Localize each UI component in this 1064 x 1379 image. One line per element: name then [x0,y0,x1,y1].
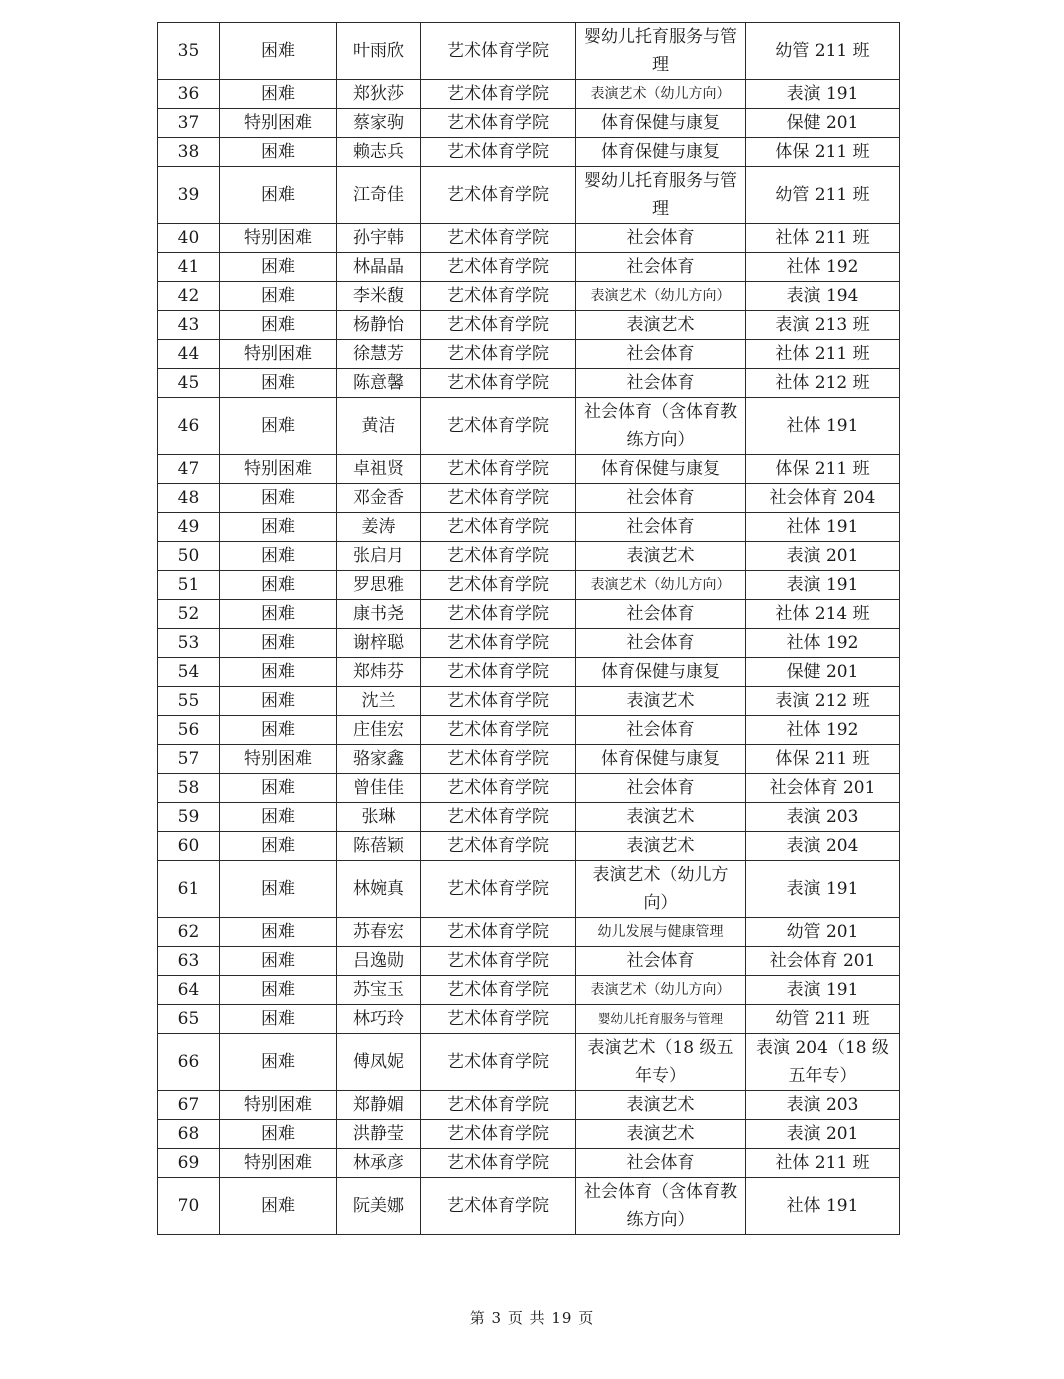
table-row [158,311,900,340]
major-cell: 社会体育 [576,340,746,369]
table-row [158,629,900,658]
class-cell: 表演 191 [746,571,900,600]
student-name-cell: 陈意馨 [337,369,421,398]
major-cell: 表演艺术 [576,1120,746,1149]
table-row [158,1149,900,1178]
table-row [158,687,900,716]
class-cell: 表演 201 [746,1120,900,1149]
student-name-cell: 张琳 [337,803,421,832]
difficulty-level-cell: 特别困难 [220,340,337,369]
table-row [158,253,900,282]
difficulty-level-cell: 困难 [220,542,337,571]
table-row [158,23,900,80]
college-cell: 艺术体育学院 [421,253,576,282]
student-name-cell: 洪静莹 [337,1120,421,1149]
student-name-cell: 罗思雅 [337,571,421,600]
class-cell: 幼管 211 班 [746,23,900,80]
student-name-cell: 姜涛 [337,513,421,542]
difficulty-level-cell: 困难 [220,629,337,658]
student-name-cell: 苏宝玉 [337,976,421,1005]
class-cell: 表演 213 班 [746,311,900,340]
row-number-cell: 63 [158,947,220,976]
college-cell: 艺术体育学院 [421,23,576,80]
class-cell: 表演 191 [746,976,900,1005]
major-cell: 社会体育 [576,629,746,658]
major-cell: 社会体育 [576,484,746,513]
class-cell: 表演 204（18 级五年专） [746,1034,900,1091]
class-cell: 幼管 201 [746,918,900,947]
major-cell: 社会体育 [576,716,746,745]
table-row [158,803,900,832]
class-cell: 体保 211 班 [746,455,900,484]
class-cell: 社会体育 201 [746,947,900,976]
difficulty-level-cell: 困难 [220,398,337,455]
row-number-cell: 59 [158,803,220,832]
major-cell: 表演艺术（幼儿方向） [576,861,746,918]
major-cell: 社会体育 [576,947,746,976]
page-number: 第 3 页 共 19 页 [469,1309,595,1327]
college-cell: 艺术体育学院 [421,774,576,803]
major-cell: 社会体育 [576,513,746,542]
row-number-cell: 44 [158,340,220,369]
row-number-cell: 50 [158,542,220,571]
table-row [158,1091,900,1120]
table-row [158,774,900,803]
college-cell: 艺术体育学院 [421,398,576,455]
major-cell: 社会体育 [576,369,746,398]
row-number-cell: 45 [158,369,220,398]
row-number-cell: 56 [158,716,220,745]
table-row [158,600,900,629]
class-cell: 表演 203 [746,803,900,832]
student-name-cell: 谢梓聪 [337,629,421,658]
difficulty-level-cell: 困难 [220,976,337,1005]
difficulty-level-cell: 困难 [220,832,337,861]
major-cell: 表演艺术（幼儿方向） [576,571,746,600]
major-cell: 表演艺术（幼儿方向） [576,282,746,311]
table-row [158,1034,900,1091]
college-cell: 艺术体育学院 [421,455,576,484]
difficulty-level-cell: 特别困难 [220,109,337,138]
college-cell: 艺术体育学院 [421,803,576,832]
college-cell: 艺术体育学院 [421,513,576,542]
major-cell: 表演艺术（18 级五年专） [576,1034,746,1091]
major-cell: 社会体育 [576,600,746,629]
class-cell: 幼管 211 班 [746,1005,900,1034]
class-cell: 社体 211 班 [746,340,900,369]
student-name-cell: 张启月 [337,542,421,571]
row-number-cell: 60 [158,832,220,861]
student-name-cell: 傅凤妮 [337,1034,421,1091]
difficulty-level-cell: 特别困难 [220,745,337,774]
table-row [158,109,900,138]
college-cell: 艺术体育学院 [421,167,576,224]
difficulty-level-cell: 困难 [220,513,337,542]
difficulty-level-cell: 困难 [220,658,337,687]
college-cell: 艺术体育学院 [421,1178,576,1235]
class-cell: 保健 201 [746,658,900,687]
difficulty-level-cell: 困难 [220,23,337,80]
class-cell: 社体 214 班 [746,600,900,629]
table-row [158,138,900,167]
college-cell: 艺术体育学院 [421,484,576,513]
row-number-cell: 49 [158,513,220,542]
class-cell: 社体 192 [746,716,900,745]
row-number-cell: 46 [158,398,220,455]
major-cell: 社会体育 [576,224,746,253]
major-cell: 体育保健与康复 [576,455,746,484]
table-body [158,23,900,1235]
table-row [158,947,900,976]
student-name-cell: 林晶晶 [337,253,421,282]
major-cell: 表演艺术（幼儿方向） [576,976,746,1005]
row-number-cell: 48 [158,484,220,513]
table-row [158,716,900,745]
student-name-cell: 沈兰 [337,687,421,716]
row-number-cell: 53 [158,629,220,658]
student-name-cell: 卓祖贤 [337,455,421,484]
row-number-cell: 52 [158,600,220,629]
class-cell: 社体 192 [746,629,900,658]
major-cell: 幼儿发展与健康管理 [576,918,746,947]
class-cell: 体保 211 班 [746,745,900,774]
student-name-cell: 庄佳宏 [337,716,421,745]
major-cell: 社会体育 [576,774,746,803]
table-row [158,282,900,311]
difficulty-level-cell: 困难 [220,571,337,600]
student-name-cell: 林承彦 [337,1149,421,1178]
class-cell: 表演 191 [746,80,900,109]
row-number-cell: 42 [158,282,220,311]
student-name-cell: 邓金香 [337,484,421,513]
major-cell: 表演艺术 [576,1091,746,1120]
difficulty-level-cell: 特别困难 [220,455,337,484]
table-row [158,542,900,571]
major-cell: 表演艺术（幼儿方向） [576,80,746,109]
college-cell: 艺术体育学院 [421,1034,576,1091]
major-cell: 社会体育（含体育教练方向） [576,1178,746,1235]
table-row [158,398,900,455]
row-number-cell: 61 [158,861,220,918]
difficulty-level-cell: 困难 [220,369,337,398]
row-number-cell: 57 [158,745,220,774]
class-cell: 社体 191 [746,513,900,542]
college-cell: 艺术体育学院 [421,311,576,340]
difficulty-level-cell: 困难 [220,80,337,109]
college-cell: 艺术体育学院 [421,600,576,629]
student-name-cell: 郑炜芬 [337,658,421,687]
table-row [158,513,900,542]
student-name-cell: 蔡家驹 [337,109,421,138]
row-number-cell: 62 [158,918,220,947]
difficulty-level-cell: 困难 [220,138,337,167]
major-cell: 表演艺术 [576,542,746,571]
row-number-cell: 55 [158,687,220,716]
major-cell: 婴幼儿托育服务与管理 [576,23,746,80]
class-cell: 社体 191 [746,1178,900,1235]
class-cell: 表演 203 [746,1091,900,1120]
class-cell: 保健 201 [746,109,900,138]
table-row [158,80,900,109]
table-row [158,658,900,687]
difficulty-level-cell: 困难 [220,253,337,282]
row-number-cell: 51 [158,571,220,600]
table-row [158,745,900,774]
college-cell: 艺术体育学院 [421,282,576,311]
student-name-cell: 林巧玲 [337,1005,421,1034]
student-name-cell: 林婉真 [337,861,421,918]
difficulty-level-cell: 特别困难 [220,1091,337,1120]
row-number-cell: 35 [158,23,220,80]
class-cell: 社体 211 班 [746,224,900,253]
college-cell: 艺术体育学院 [421,80,576,109]
student-name-cell: 康书尧 [337,600,421,629]
difficulty-level-cell: 困难 [220,947,337,976]
table-row [158,918,900,947]
college-cell: 艺术体育学院 [421,571,576,600]
table-row [158,340,900,369]
college-cell: 艺术体育学院 [421,1091,576,1120]
difficulty-level-cell: 困难 [220,484,337,513]
college-cell: 艺术体育学院 [421,832,576,861]
class-cell: 表演 191 [746,861,900,918]
college-cell: 艺术体育学院 [421,1120,576,1149]
college-cell: 艺术体育学院 [421,861,576,918]
student-name-cell: 阮美娜 [337,1178,421,1235]
difficulty-level-cell: 特别困难 [220,224,337,253]
row-number-cell: 66 [158,1034,220,1091]
row-number-cell: 69 [158,1149,220,1178]
table-row [158,1120,900,1149]
class-cell: 表演 212 班 [746,687,900,716]
student-name-cell: 杨静怡 [337,311,421,340]
difficulty-level-cell: 困难 [220,774,337,803]
major-cell: 表演艺术 [576,687,746,716]
class-cell: 社体 192 [746,253,900,282]
table-row [158,167,900,224]
difficulty-level-cell: 困难 [220,167,337,224]
difficulty-level-cell: 困难 [220,1120,337,1149]
difficulty-level-cell: 困难 [220,918,337,947]
table-row [158,224,900,253]
class-cell: 社会体育 204 [746,484,900,513]
difficulty-level-cell: 困难 [220,716,337,745]
student-name-cell: 叶雨欣 [337,23,421,80]
student-name-cell: 江奇佳 [337,167,421,224]
table-row [158,976,900,1005]
row-number-cell: 58 [158,774,220,803]
major-cell: 社会体育（含体育教练方向） [576,398,746,455]
student-name-cell: 徐慧芳 [337,340,421,369]
college-cell: 艺术体育学院 [421,224,576,253]
row-number-cell: 68 [158,1120,220,1149]
student-name-cell: 曾佳佳 [337,774,421,803]
student-name-cell: 郑静媚 [337,1091,421,1120]
college-cell: 艺术体育学院 [421,716,576,745]
college-cell: 艺术体育学院 [421,1149,576,1178]
row-number-cell: 37 [158,109,220,138]
college-cell: 艺术体育学院 [421,542,576,571]
difficulty-level-cell: 困难 [220,861,337,918]
major-cell: 体育保健与康复 [576,109,746,138]
difficulty-level-cell: 困难 [220,1034,337,1091]
difficulty-level-cell: 困难 [220,1178,337,1235]
table-row [158,484,900,513]
student-name-cell: 黄洁 [337,398,421,455]
major-cell: 婴幼儿托育服务与管理 [576,1005,746,1034]
difficulty-level-cell: 困难 [220,1005,337,1034]
college-cell: 艺术体育学院 [421,687,576,716]
college-cell: 艺术体育学院 [421,976,576,1005]
row-number-cell: 40 [158,224,220,253]
table-row [158,1005,900,1034]
student-aid-table [157,22,900,1235]
row-number-cell: 67 [158,1091,220,1120]
major-cell: 社会体育 [576,253,746,282]
row-number-cell: 47 [158,455,220,484]
college-cell: 艺术体育学院 [421,629,576,658]
college-cell: 艺术体育学院 [421,109,576,138]
table-row [158,571,900,600]
student-name-cell: 李米馥 [337,282,421,311]
row-number-cell: 54 [158,658,220,687]
row-number-cell: 36 [158,80,220,109]
student-name-cell: 苏春宏 [337,918,421,947]
row-number-cell: 39 [158,167,220,224]
student-name-cell: 赖志兵 [337,138,421,167]
row-number-cell: 43 [158,311,220,340]
student-name-cell: 骆家鑫 [337,745,421,774]
table-row [158,832,900,861]
table-row [158,455,900,484]
student-name-cell: 陈蓓颖 [337,832,421,861]
major-cell: 体育保健与康复 [576,658,746,687]
class-cell: 社体 191 [746,398,900,455]
row-number-cell: 41 [158,253,220,282]
major-cell: 体育保健与康复 [576,745,746,774]
row-number-cell: 70 [158,1178,220,1235]
difficulty-level-cell: 困难 [220,311,337,340]
row-number-cell: 65 [158,1005,220,1034]
difficulty-level-cell: 困难 [220,600,337,629]
class-cell: 社体 212 班 [746,369,900,398]
student-name-cell: 吕逸勋 [337,947,421,976]
class-cell: 表演 201 [746,542,900,571]
college-cell: 艺术体育学院 [421,918,576,947]
student-name-cell: 孙宇韩 [337,224,421,253]
major-cell: 表演艺术 [576,803,746,832]
difficulty-level-cell: 困难 [220,687,337,716]
college-cell: 艺术体育学院 [421,369,576,398]
class-cell: 表演 204 [746,832,900,861]
table-row [158,1178,900,1235]
class-cell: 体保 211 班 [746,138,900,167]
major-cell: 体育保健与康复 [576,138,746,167]
college-cell: 艺术体育学院 [421,138,576,167]
major-cell: 表演艺术 [576,311,746,340]
table-row [158,861,900,918]
difficulty-level-cell: 困难 [220,282,337,311]
college-cell: 艺术体育学院 [421,340,576,369]
table-row [158,369,900,398]
class-cell: 表演 194 [746,282,900,311]
class-cell: 社体 211 班 [746,1149,900,1178]
row-number-cell: 38 [158,138,220,167]
major-cell: 表演艺术 [576,832,746,861]
college-cell: 艺术体育学院 [421,745,576,774]
class-cell: 幼管 211 班 [746,167,900,224]
major-cell: 社会体育 [576,1149,746,1178]
row-number-cell: 64 [158,976,220,1005]
difficulty-level-cell: 特别困难 [220,1149,337,1178]
college-cell: 艺术体育学院 [421,1005,576,1034]
student-name-cell: 郑狄莎 [337,80,421,109]
major-cell: 婴幼儿托育服务与管理 [576,167,746,224]
college-cell: 艺术体育学院 [421,658,576,687]
difficulty-level-cell: 困难 [220,803,337,832]
class-cell: 社会体育 201 [746,774,900,803]
college-cell: 艺术体育学院 [421,947,576,976]
